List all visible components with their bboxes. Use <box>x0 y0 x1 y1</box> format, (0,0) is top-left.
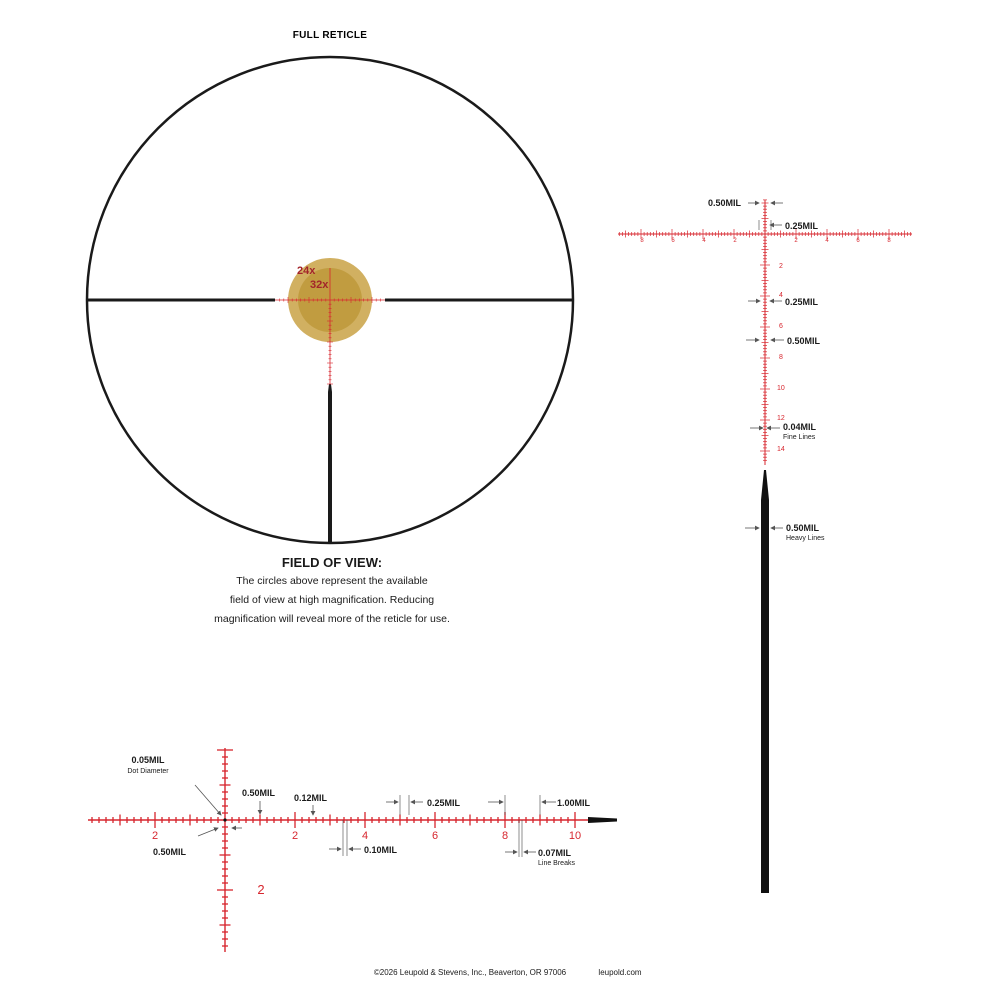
svg-text:Line Breaks: Line Breaks <box>538 860 575 867</box>
cd-vnum-6: 6 <box>779 323 783 330</box>
hd-callout-007 <box>505 820 575 867</box>
svg-text:0.25MIL: 0.25MIL <box>427 798 461 808</box>
cd-callout-050-top <box>708 198 783 208</box>
cd-hnum-l8: 8 <box>640 238 644 244</box>
cd-vnum-4: 4 <box>779 292 783 299</box>
fov-line-2: field of view at high magnification. Reducing <box>229 594 435 606</box>
mag-24x-label: 24x <box>297 265 316 277</box>
cd-hnum-r2: 2 <box>794 238 798 244</box>
cd-hnum-r8: 8 <box>887 238 891 244</box>
cd-callout-050-mid <box>746 336 821 346</box>
cd-hnum-l2: 2 <box>733 238 737 244</box>
mag-32x-label: 32x <box>310 279 329 291</box>
center-detail-panel <box>618 198 912 893</box>
hd-callout-005 <box>127 755 221 815</box>
cd-vnum-10: 10 <box>777 385 785 392</box>
svg-text:0.50MIL: 0.50MIL <box>708 198 742 208</box>
footer-website: leupold.com <box>598 968 642 977</box>
fov-heading: FIELD OF VIEW: <box>281 555 383 570</box>
cd-vnum-14: 14 <box>777 446 785 453</box>
svg-text:1.00MIL: 1.00MIL <box>557 798 591 808</box>
cd-hnum-l4: 4 <box>702 238 706 244</box>
hd-vnum-2: 2 <box>257 882 265 897</box>
svg-text:Dot Diameter: Dot Diameter <box>127 768 169 775</box>
svg-text:Fine Lines: Fine Lines <box>783 434 816 441</box>
cd-callout-025-top <box>759 220 819 231</box>
svg-text:0.12MIL: 0.12MIL <box>294 793 328 803</box>
cd-callout-050-heavy <box>745 523 825 542</box>
svg-text:0.04MIL: 0.04MIL <box>783 422 817 432</box>
svg-text:0.05MIL: 0.05MIL <box>131 755 165 765</box>
hd-heavy-post-tip <box>588 817 617 823</box>
svg-text:0.25MIL: 0.25MIL <box>785 297 819 307</box>
svg-text:0.50MIL: 0.50MIL <box>242 788 276 798</box>
svg-text:0.50MIL: 0.50MIL <box>153 847 187 857</box>
cd-vnum-12: 12 <box>777 415 785 422</box>
fov-line-1: The circles above represent the available <box>236 575 428 587</box>
field-of-view-text <box>214 555 450 625</box>
cd-vnum-2: 2 <box>779 263 783 270</box>
svg-text:0.25MIL: 0.25MIL <box>785 221 819 231</box>
cd-callout-004 <box>750 422 817 441</box>
hd-num-10: 10 <box>568 830 582 842</box>
center-heavy-post <box>761 470 769 893</box>
svg-text:0.50MIL: 0.50MIL <box>786 523 820 533</box>
hd-center-dot <box>223 818 226 821</box>
hd-callout-025 <box>386 795 461 815</box>
svg-text:0.07MIL: 0.07MIL <box>538 848 572 858</box>
full-reticle-panel <box>87 30 573 543</box>
hd-num-6: 6 <box>431 830 439 842</box>
cd-vnum-8: 8 <box>779 354 783 361</box>
footer-copyright: ©2026 Leupold & Stevens, Inc., Beaverton, OR 97006 <box>373 968 567 977</box>
hd-num-l2: 2 <box>151 830 159 842</box>
cd-hnum-r4: 4 <box>825 238 829 244</box>
bottom-heavy-post <box>328 384 332 543</box>
hd-callout-012 <box>294 793 328 815</box>
full-reticle-title: FULL RETICLE <box>292 30 368 41</box>
hd-num-4: 4 <box>361 830 369 842</box>
footer <box>374 968 642 977</box>
svg-text:0.10MIL: 0.10MIL <box>364 845 398 855</box>
horizontal-detail-panel <box>88 748 617 952</box>
cd-callout-025-mid <box>748 297 819 307</box>
svg-text:0.50MIL: 0.50MIL <box>787 336 821 346</box>
hd-callout-050-left <box>153 828 242 857</box>
cd-hnum-r6: 6 <box>856 238 860 244</box>
hd-num-r2: 2 <box>291 830 299 842</box>
hd-num-8: 8 <box>501 830 509 842</box>
hd-callout-050-right <box>242 788 276 814</box>
fov-line-3: magnification will reveal more of the reticle for use. <box>214 613 450 625</box>
svg-text:Heavy Lines: Heavy Lines <box>786 535 825 542</box>
cd-hnum-l6: 6 <box>671 238 675 244</box>
